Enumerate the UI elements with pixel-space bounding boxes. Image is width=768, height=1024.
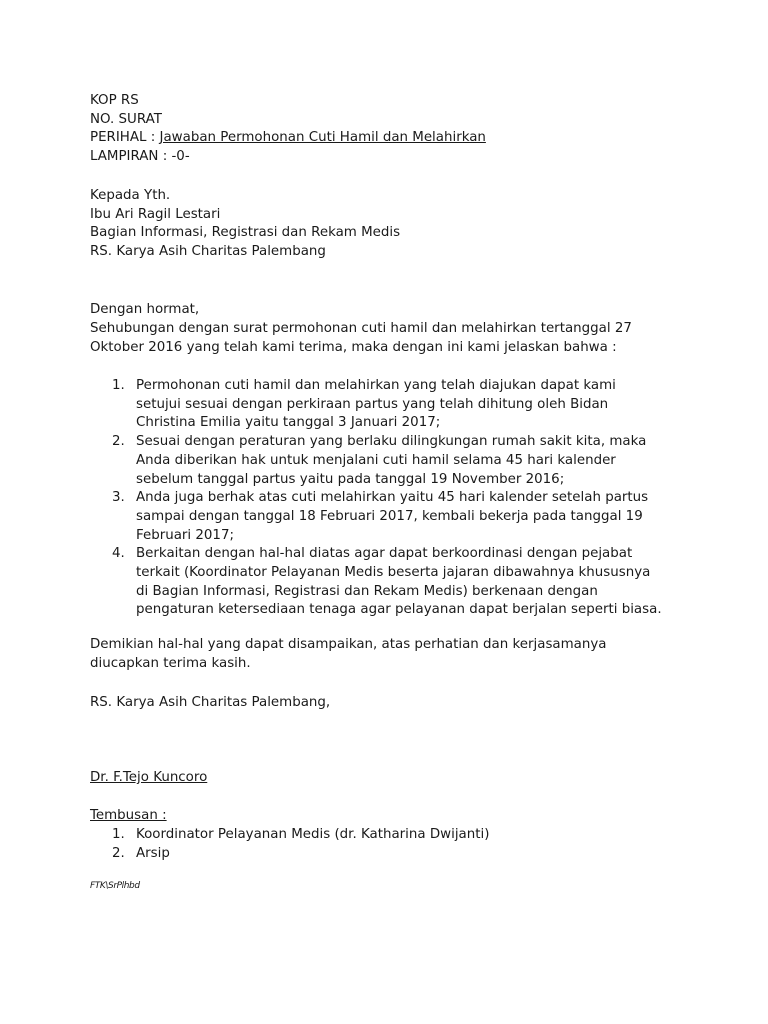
signature-org: RS. Karya Asih Charitas Palembang, [90,695,331,710]
cc-item-text: Koordinator Pelayanan Medis (dr. Katharina Dwijanti) [136,827,490,842]
list-line: sebelum tanggal partus yaitu pada tanggal 19 November 2016; [136,471,565,487]
intro-line: Oktober 2016 yang telah kami terima, maka dengan ini kami jelaskan bahwa : [90,339,617,355]
no-surat: NO. SURAT [90,111,162,127]
recipient-salutation: Kepada Yth. [90,188,171,203]
recipient-block [90,187,700,262]
intro-line: Sehubungan dengan surat permohonan cuti hamil dan melahirkan tertanggal 27 [90,321,632,336]
closing-paragraph [90,636,700,673]
list-line: Anda juga berhak atas cuti melahirkan yaitu 45 hari kalender setelah partus [136,490,649,506]
list-item [90,826,489,845]
cc-title: Tembusan : [90,808,167,823]
list-line: terkait (Koordinator Pelayanan Medis beserta jajaran dibawahnya khususnya [136,565,651,581]
cc-item-text: Arsip [136,845,170,861]
kop-rs: KOP RS [90,93,139,108]
list-line: Christina Emilia yaitu tanggal 3 Januari 2017; [136,415,441,431]
list-line: Sesuai dengan peraturan yang berlaku dilingkungan rumah sakit kita, maka [136,434,647,450]
points-list [90,377,662,620]
signatory-name: Dr. F.Tejo Kuncoro [90,770,208,785]
perihal-label: PERIHAL : [90,130,160,146]
recipient-name: Ibu Ari Ragil Lestari [90,206,221,222]
list-number: 1. [112,378,125,393]
list-number: 4. [112,546,125,562]
perihal-line [90,129,700,148]
list-item [90,433,662,489]
footer-code: FTK\SrPlhbd [90,881,140,891]
list-item [90,489,662,545]
list-number: 2. [112,845,125,861]
list-number: 1. [112,827,125,842]
closing-line: Demikian hal-hal yang dapat disampaikan, atas perhatian dan kerjasamanya [90,637,607,652]
list-line: Permohonan cuti hamil dan melahirkan yang telah diajukan dapat kami [136,378,616,393]
list-line: Februari 2017; [136,527,234,543]
list-line: di Bagian Informasi, Registrasi dan Rekam Medis) berkenaan dengan [136,583,598,599]
list-item [90,845,489,864]
closing-line: diucapkan terima kasih. [90,655,251,671]
list-line: Berkaitan dengan hal-hal diatas agar dapat berkoordinasi dengan pejabat [136,546,633,562]
list-item [90,377,662,433]
letter-header [90,92,700,167]
list-number: 3. [112,490,125,506]
list-line: Anda diberikan hak untuk menjalani cuti hamil selama 45 hari kalender [136,452,616,468]
perihal-value: Jawaban Permohonan Cuti Hamil dan Melahirkan [159,130,486,146]
recipient-hospital: RS. Karya Asih Charitas Palembang [90,244,326,260]
list-item [90,545,662,620]
list-number: 2. [112,434,125,450]
list-line: setujui sesuai dengan perkiraan partus yang telah dihitung oleh Bidan [136,396,609,412]
list-line: pengaturan ketersediaan tenaga agar pelayanan dapat berjalan seperti biasa. [136,602,662,618]
list-line: sampai dengan tanggal 18 Februari 2017, kembali bekerja pada tanggal 19 [136,508,643,524]
greeting: Dengan hormat, [90,302,200,317]
lampiran: LAMPIRAN : -0- [90,149,190,165]
recipient-department: Bagian Informasi, Registrasi dan Rekam Medis [90,225,401,241]
intro-paragraph [90,320,700,357]
cc-list [90,826,489,863]
